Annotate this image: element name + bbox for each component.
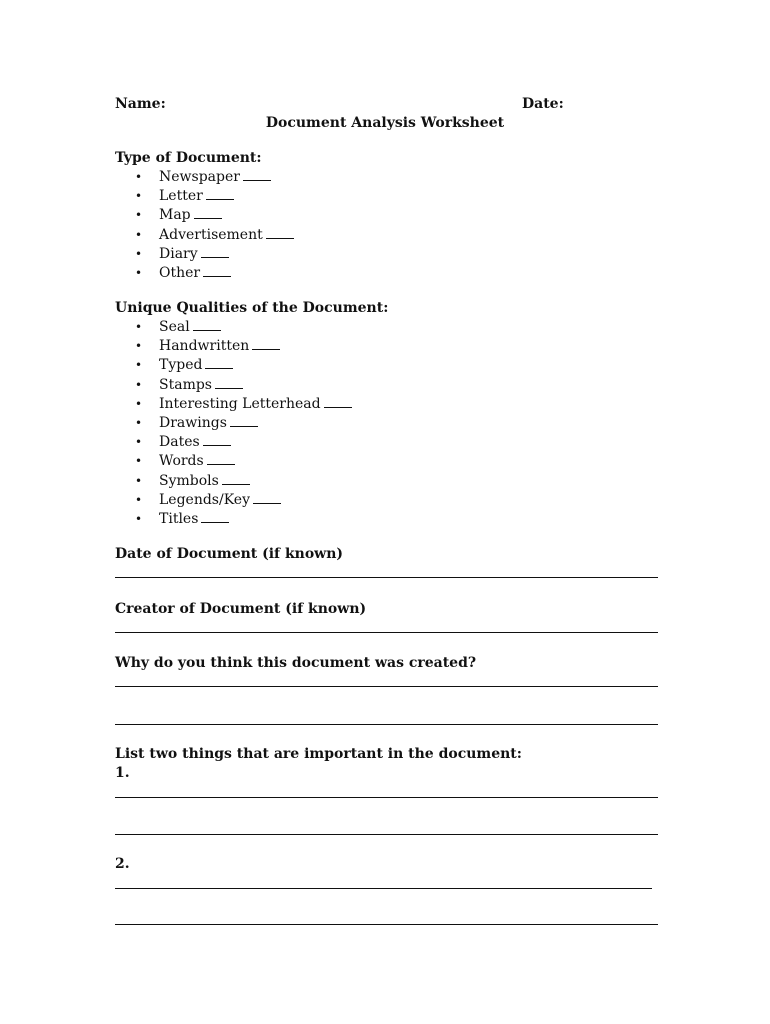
bullet-icon: • [135,396,143,411]
bullet-icon: • [135,358,143,373]
list-two-things-question: List two things that are important in the document: [115,746,522,762]
bullet-icon: • [135,339,143,354]
blank-line[interactable] [203,264,231,277]
list-item-label: Handwritten [159,338,250,355]
blank-line[interactable] [252,337,280,350]
list-item-label: Map [159,207,191,224]
blank-line[interactable] [205,356,233,369]
type-of-document-heading: Type of Document: [115,150,262,166]
bullet-icon: • [135,170,143,184]
bullet-icon: • [135,265,143,280]
list-item-label: Stamps [159,376,212,393]
bullet-icon: • [135,492,143,507]
bullet-icon: • [135,189,143,204]
page-title: Document Analysis Worksheet [265,115,505,131]
list-item-label: Newspaper [159,169,240,185]
answer-line[interactable] [115,888,652,889]
name-label: Name: [115,96,166,112]
blank-line[interactable] [266,226,294,239]
answer-line[interactable] [115,797,658,798]
list-item-label: Interesting Letterhead [159,395,321,412]
blank-line[interactable] [215,376,243,389]
list-item-label: Titles [159,510,199,527]
bullet-icon: • [135,377,143,392]
blank-line[interactable] [324,395,352,408]
creator-of-document-question: Creator of Document (if known) [115,601,367,617]
list-item-label: Words [159,453,204,470]
list-item-label: Diary [159,245,198,262]
blank-line[interactable] [206,187,234,200]
unique-qualities-heading: Unique Qualities of the Document: [115,300,389,316]
answer-line[interactable] [115,686,658,687]
bullet-icon: • [135,415,143,430]
blank-line[interactable] [222,472,250,485]
date-of-document-question: Date of Document (if known) [115,546,344,562]
blank-line[interactable] [253,491,281,504]
list-item-label: Typed [159,357,203,374]
list-item-label: Dates [159,434,200,451]
list-item-label: Legends/Key [159,491,250,508]
answer-line[interactable] [115,632,658,633]
bullet-icon: • [135,246,143,261]
answer-line[interactable] [115,924,658,925]
blank-line[interactable] [230,414,258,427]
bullet-icon: • [135,473,143,488]
date-label: Date: [522,96,564,112]
bullet-icon: • [135,227,143,242]
why-created-question: Why do you think this document was created? [115,655,477,671]
blank-line[interactable] [201,245,229,258]
bullet-icon: • [135,454,143,469]
bullet-icon: • [135,320,143,334]
blank-line[interactable] [207,452,235,465]
list-item-label: Symbols [159,472,219,489]
bullet-icon: • [135,208,143,223]
item-2-label: 2. [115,856,130,872]
list-item-label: Drawings [159,414,227,431]
blank-line[interactable] [194,206,222,219]
blank-line[interactable] [203,433,231,446]
bullet-icon: • [135,511,143,526]
bullet-icon: • [135,435,143,450]
answer-line[interactable] [115,577,658,578]
item-1-label: 1. [115,765,130,781]
answer-line[interactable] [115,724,658,725]
list-item-label: Advertisement [159,226,263,243]
answer-line[interactable] [115,834,658,835]
list-item-label: Other [159,264,201,281]
blank-line[interactable] [193,318,221,331]
list-item-label: Letter [159,188,203,205]
blank-line[interactable] [243,168,271,181]
blank-line[interactable] [201,510,229,523]
list-item-label: Seal [159,319,190,335]
